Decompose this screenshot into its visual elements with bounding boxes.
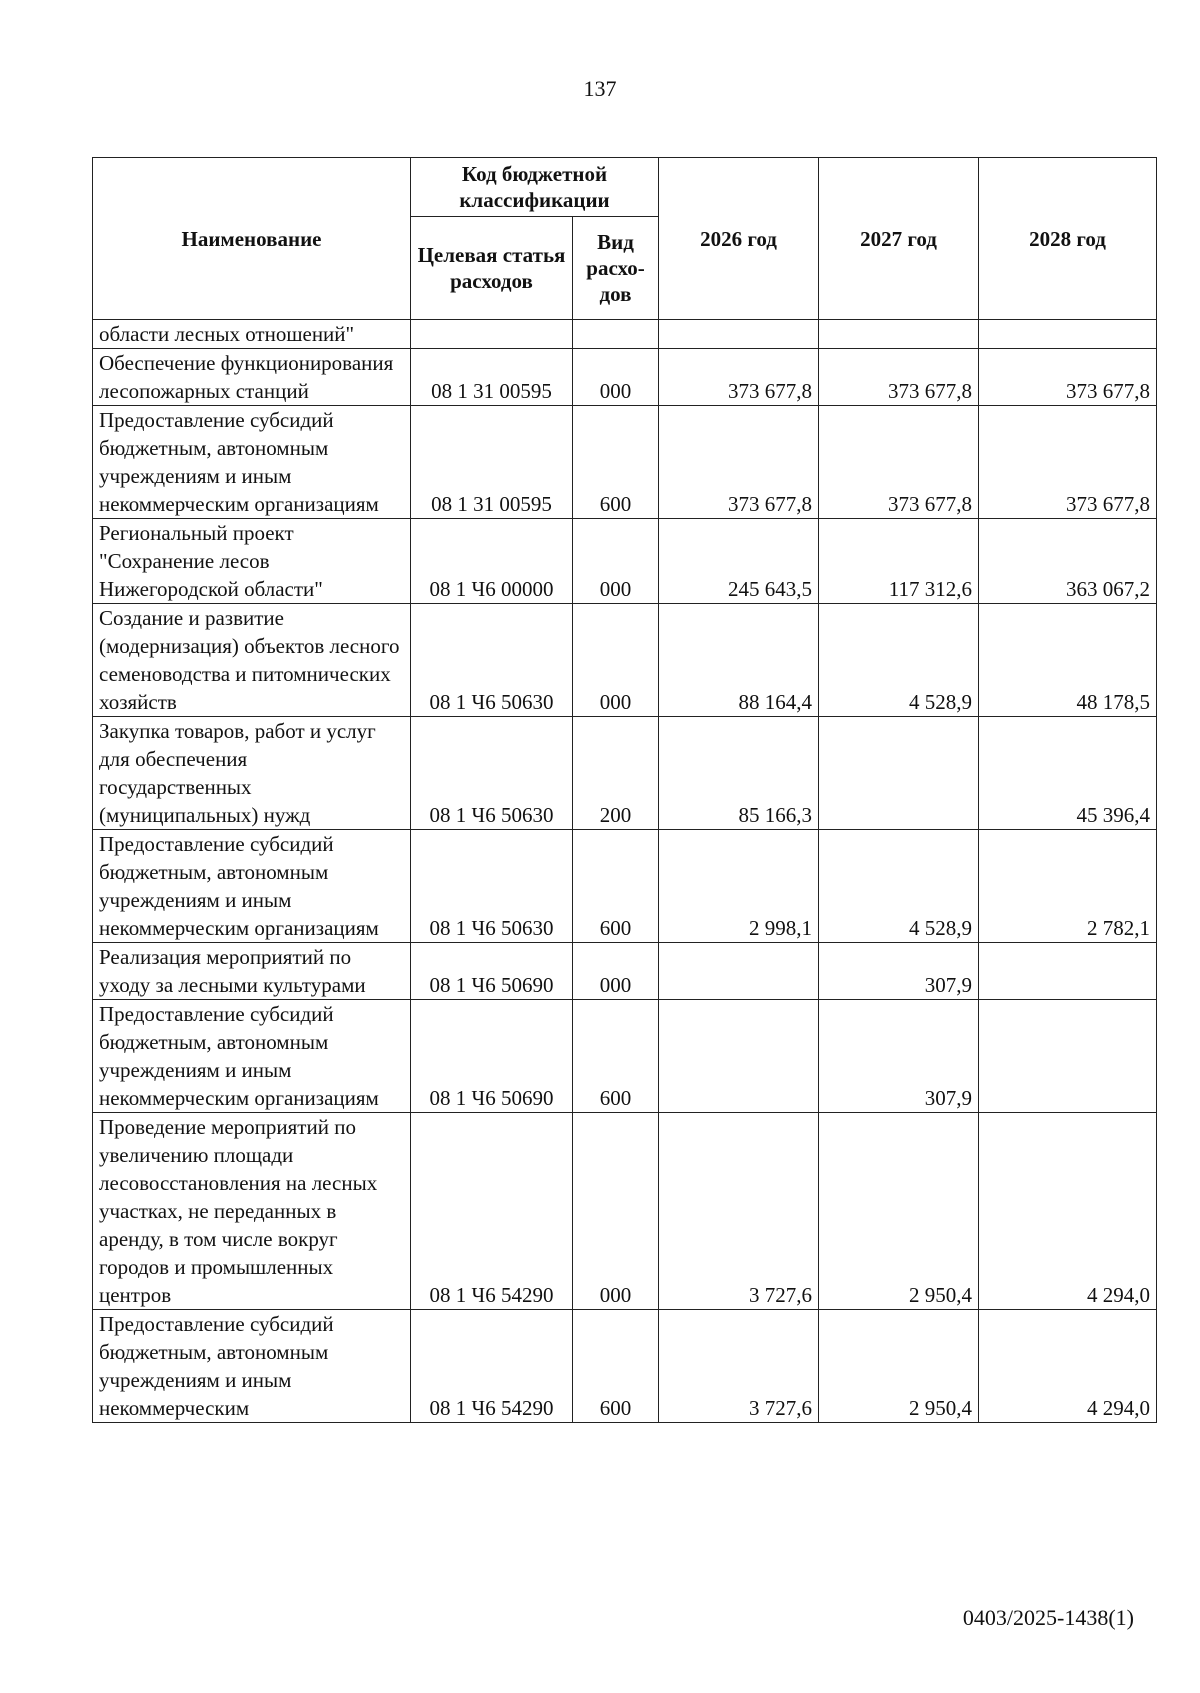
cell-2027 [819, 320, 979, 349]
cell-target-article: 08 1 Ч6 50690 [411, 943, 573, 1000]
cell-name: Региональный проект "Сохранение лесов Нижегородской области" [93, 519, 411, 604]
cell-expense-type: 000 [573, 349, 659, 406]
cell-name: Обеспечение функционирования лесопожарных станций [93, 349, 411, 406]
cell-2028: 2 782,1 [979, 830, 1157, 943]
header-year-2026: 2026 год [659, 158, 819, 320]
cell-2026: 373 677,8 [659, 406, 819, 519]
cell-2026 [659, 943, 819, 1000]
cell-name: области лесных отношений" [93, 320, 411, 349]
table-header [93, 158, 1157, 320]
cell-2028 [979, 943, 1157, 1000]
header-expense-type: Вид расхо-дов [573, 217, 659, 320]
table-row [93, 519, 1157, 604]
cell-target-article: 08 1 Ч6 50690 [411, 1000, 573, 1113]
cell-name: Предоставление субсидий бюджетным, автономным учреждениям и иным некоммерческим организациям [93, 830, 411, 943]
cell-name: Создание и развитие (модернизация) объектов лесного семеноводства и питомнических хозяйств [93, 604, 411, 717]
cell-2027: 307,9 [819, 943, 979, 1000]
cell-expense-type [573, 320, 659, 349]
cell-expense-type: 600 [573, 1000, 659, 1113]
cell-2026 [659, 320, 819, 349]
table-row [93, 943, 1157, 1000]
cell-target-article: 08 1 Ч6 50630 [411, 830, 573, 943]
cell-2027: 373 677,8 [819, 349, 979, 406]
cell-2026: 3 727,6 [659, 1310, 819, 1423]
cell-2027: 117 312,6 [819, 519, 979, 604]
cell-2028: 45 396,4 [979, 717, 1157, 830]
cell-2028 [979, 320, 1157, 349]
cell-2027: 307,9 [819, 1000, 979, 1113]
header-target-article: Целевая статья расходов [411, 217, 573, 320]
cell-2028: 363 067,2 [979, 519, 1157, 604]
table-row [93, 406, 1157, 519]
cell-2028: 4 294,0 [979, 1113, 1157, 1310]
cell-expense-type: 000 [573, 519, 659, 604]
cell-2026: 245 643,5 [659, 519, 819, 604]
cell-target-article: 08 1 Ч6 50630 [411, 604, 573, 717]
cell-2027: 2 950,4 [819, 1310, 979, 1423]
cell-2028 [979, 1000, 1157, 1113]
cell-expense-type: 000 [573, 943, 659, 1000]
cell-expense-type: 600 [573, 830, 659, 943]
cell-target-article [411, 320, 573, 349]
cell-target-article: 08 1 31 00595 [411, 406, 573, 519]
cell-expense-type: 200 [573, 717, 659, 830]
cell-2027: 373 677,8 [819, 406, 979, 519]
cell-2026: 3 727,6 [659, 1113, 819, 1310]
cell-target-article: 08 1 Ч6 00000 [411, 519, 573, 604]
table-row [93, 1310, 1157, 1423]
cell-expense-type: 000 [573, 604, 659, 717]
cell-2027: 4 528,9 [819, 830, 979, 943]
cell-name: Предоставление субсидий бюджетным, автономным учреждениям и иным некоммерческим [93, 1310, 411, 1423]
table-row [93, 830, 1157, 943]
cell-name: Предоставление субсидий бюджетным, автономным учреждениям и иным некоммерческим организациям [93, 406, 411, 519]
cell-2028: 4 294,0 [979, 1310, 1157, 1423]
page-number: 137 [583, 76, 617, 101]
cell-expense-type: 600 [573, 1310, 659, 1423]
header-name: Наименование [93, 158, 411, 320]
cell-2026: 2 998,1 [659, 830, 819, 943]
cell-expense-type: 000 [573, 1113, 659, 1310]
cell-2026: 85 166,3 [659, 717, 819, 830]
cell-expense-type: 600 [573, 406, 659, 519]
table-row [93, 1113, 1157, 1310]
cell-name: Предоставление субсидий бюджетным, автономным учреждениям и иным некоммерческим организациям [93, 1000, 411, 1113]
table-row [93, 1000, 1157, 1113]
cell-2027 [819, 717, 979, 830]
cell-name: Реализация мероприятий по уходу за лесными культурами [93, 943, 411, 1000]
cell-2026: 88 164,4 [659, 604, 819, 717]
cell-2028: 373 677,8 [979, 406, 1157, 519]
cell-name: Закупка товаров, работ и услуг для обеспечения государственных (муниципальных) нужд [93, 717, 411, 830]
budget-table [92, 157, 1157, 1423]
header-year-2027: 2027 год [819, 158, 979, 320]
table-body [93, 320, 1157, 1423]
header-year-2028: 2028 год [979, 158, 1157, 320]
cell-2027: 2 950,4 [819, 1113, 979, 1310]
cell-name: Проведение мероприятий по увеличению площади лесовосстановления на лесных участках, не переданных в аренду, в том числе вокруг городов и промышленных центров [93, 1113, 411, 1310]
cell-target-article: 08 1 Ч6 54290 [411, 1113, 573, 1310]
cell-2027: 4 528,9 [819, 604, 979, 717]
table-row [93, 349, 1157, 406]
cell-2028: 373 677,8 [979, 349, 1157, 406]
cell-2026 [659, 1000, 819, 1113]
cell-2026: 373 677,8 [659, 349, 819, 406]
cell-2028: 48 178,5 [979, 604, 1157, 717]
table-row [93, 320, 1157, 349]
table-row [93, 604, 1157, 717]
document-code: 0403/2025-1438(1) [962, 1605, 1134, 1630]
table-row [93, 717, 1157, 830]
header-budget-code: Код бюджетной классификации [411, 158, 659, 217]
cell-target-article: 08 1 Ч6 54290 [411, 1310, 573, 1423]
cell-target-article: 08 1 31 00595 [411, 349, 573, 406]
cell-target-article: 08 1 Ч6 50630 [411, 717, 573, 830]
